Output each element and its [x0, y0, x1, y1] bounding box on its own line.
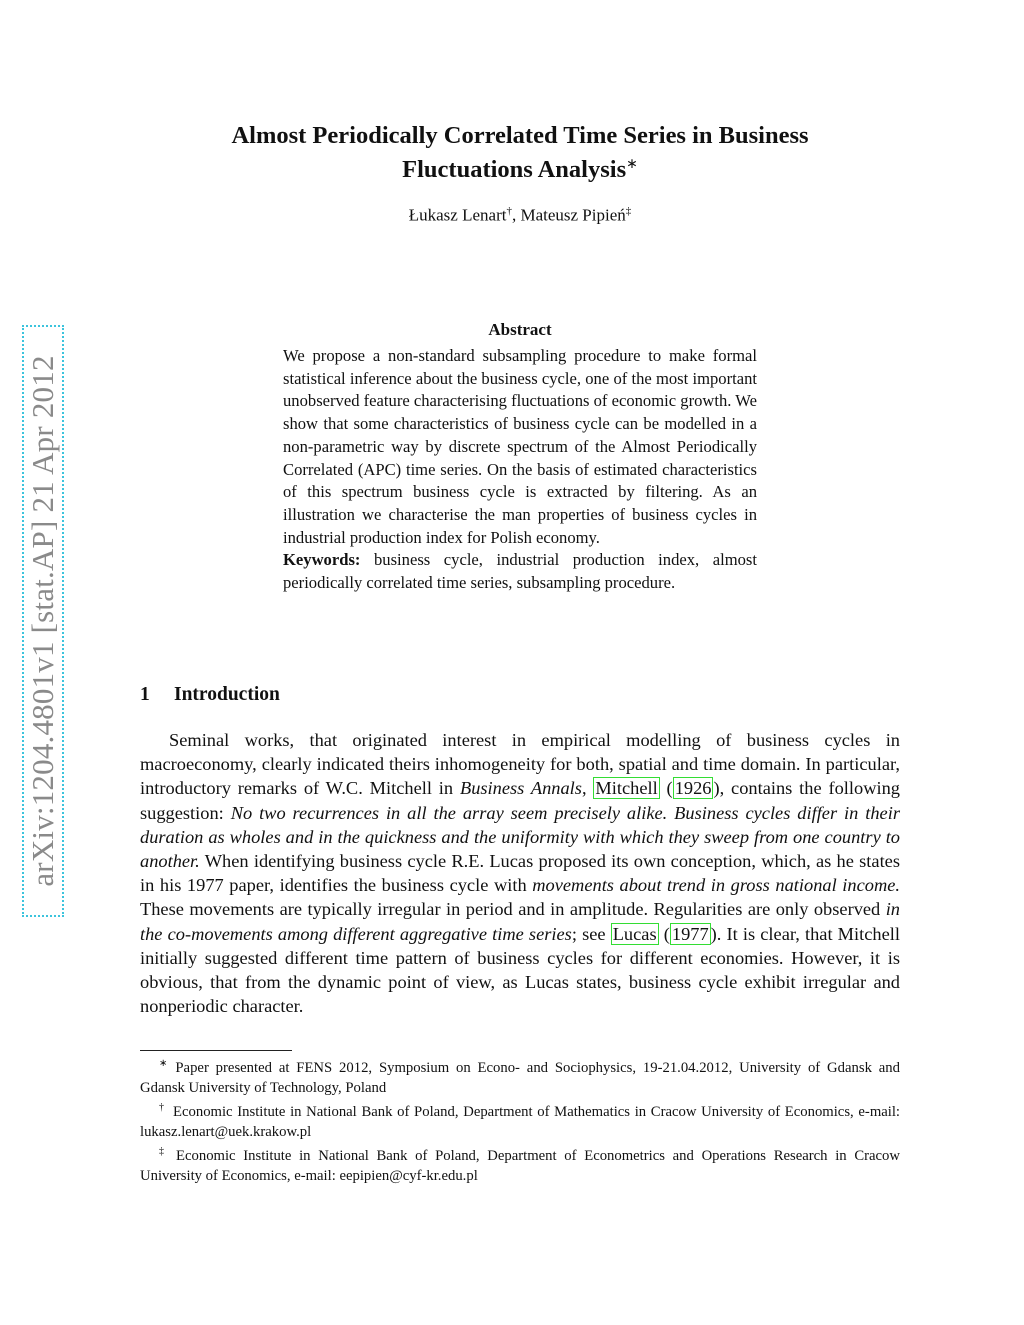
paper-title	[140, 121, 900, 184]
italic-run: in the co-movements among different aggregative time series	[140, 899, 900, 944]
author-separator: ,	[511, 205, 517, 225]
keywords-text: business cycle, industrial production index, almost periodically correlated time series, subsampling procedure.	[283, 550, 757, 593]
italic-run: movements about trend in gross national income.	[532, 875, 900, 896]
footnote	[140, 1054, 900, 1098]
abstract-body	[283, 345, 757, 595]
intro-paragraph	[140, 728, 900, 1018]
text-run: These movements are typically irregular in period and in amplitude. Regularities are only observed	[140, 899, 886, 920]
footnote-text: Paper presented at FENS 2012, Symposium on Econo- and Sociophysics, 19-21.04.2012, University of Gdansk and Gdansk University of Technology, Poland	[140, 1059, 900, 1096]
citation-lucas-year[interactable]: 1977	[671, 923, 709, 944]
author-pipien: Mateusz Pipień	[520, 205, 626, 225]
abstract-text: We propose a non-standard subsampling procedure to make formal statistical inference about the business cycle, one of the most important unobserved feature characterising fluctuations of economic growth. We show that some characteristics of business cycle can be modelled in a non-parametric way by discrete spectrum of the Almost Periodically Correlated (APC) time series. On the basis of estimated characteristics of this spectrum business cycle is extracted by filtering. As an illustration we characterise the man properties of business cycles in industrial production index for Polish economy.	[283, 346, 757, 547]
footnote-mark: ‡	[159, 1145, 169, 1157]
footnote-text: Economic Institute in National Bank of Poland, Department of Econometrics and Operations Research in Cracow University of Economics, e-mail: eepipien@cyf-kr.edu.pl	[140, 1147, 901, 1184]
italic-run: No two recurrences in all the array seem precisely alike. Business cycles differ in their duration as wholes and in the quickness and the uniformity with which they sweep from one country to another.	[140, 802, 900, 872]
title-footnote-mark[interactable]: ∗	[626, 157, 638, 172]
keywords	[283, 549, 757, 594]
keywords-label: Keywords:	[283, 550, 361, 570]
title-line-1: Almost Periodically Correlated Time Series in Business	[231, 122, 809, 149]
text-run: ,	[581, 778, 594, 799]
text-run: (	[658, 923, 670, 944]
citation-mitchell-year[interactable]: 1926	[674, 778, 712, 799]
title-line-2	[140, 150, 900, 184]
italic-run: Business Annals	[459, 778, 582, 799]
citation-mitchell-author[interactable]: Mitchell	[595, 778, 658, 799]
text-run: ; see	[571, 923, 611, 944]
footnote-mark: †	[159, 1101, 166, 1113]
section-title: Introduction	[174, 684, 280, 705]
section-number: 1	[140, 684, 150, 705]
text-run: (	[659, 778, 673, 799]
footnote-rule	[140, 1050, 292, 1051]
footnote	[140, 1142, 900, 1186]
text-run: Seminal works, that originated interest in empirical modelling of business cycles in macroeconomy, clearly indicated theirs inhomogeneity for both, spatial and time domain. In particular, introductory remarks of W.C. Mitchell in	[140, 730, 900, 799]
introduction-body	[140, 728, 900, 1018]
author-lenart: Łukasz Lenart	[408, 205, 507, 225]
author-pipien-mark[interactable]: ‡	[625, 205, 632, 217]
footnote	[140, 1098, 900, 1142]
author-lenart-mark[interactable]: †	[506, 205, 512, 217]
section-heading	[140, 684, 280, 706]
title-line-2-text: Fluctuations Analysis	[402, 156, 627, 184]
abstract-heading: Abstract	[488, 320, 552, 339]
arxiv-stamp-text: arXiv:1204.4801v1 [stat.AP] 21 Apr 2012	[25, 355, 60, 887]
citation-lucas-author[interactable]: Lucas	[612, 923, 657, 944]
footnote-text: Economic Institute in National Bank of Poland, Department of Mathematics in Cracow University of Economics, e-mail: lukasz.lenart@uek.krakow.pl	[140, 1103, 900, 1140]
author-list	[140, 205, 900, 226]
text-run: ), contains the following suggestion:	[140, 778, 900, 823]
footnote-mark: ∗	[159, 1058, 168, 1069]
text-run: ). It is clear, that Mitchell initially suggested different time pattern of business cycles for different economies. However, it is obvious, that from the dynamic point of view, as Lucas states, business cycle exhibit irregular and nonperiodic character.	[140, 923, 900, 1017]
footnotes	[140, 1054, 900, 1186]
text-run: When identifying business cycle R.E. Lucas proposed its own conception, which, as he states in his 1977 paper, identifies the business cycle with	[140, 851, 900, 896]
